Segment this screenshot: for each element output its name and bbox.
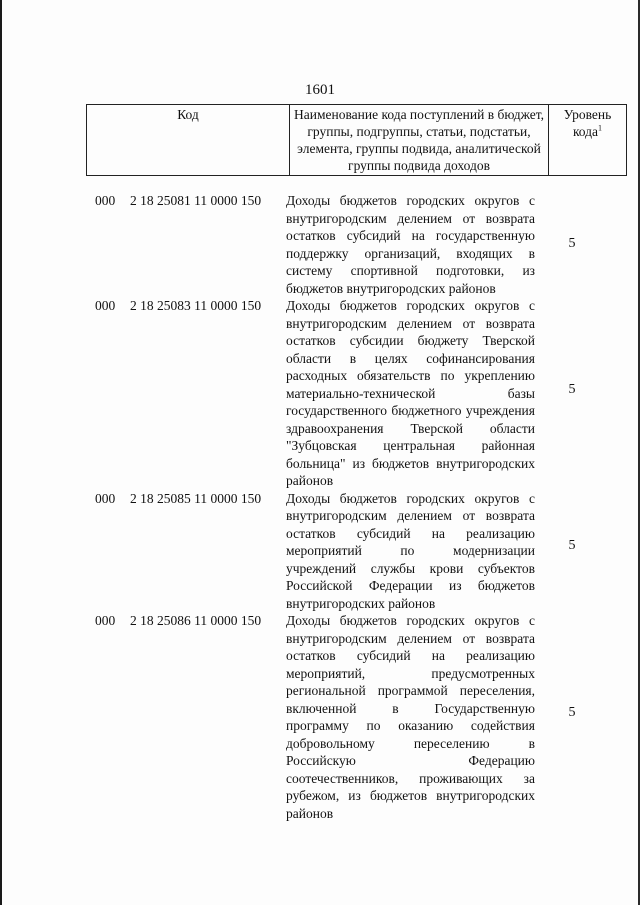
row-income-name: Доходы бюджетов городских округов с внутригородским делением от возврата остатков субсидий на реализацию мероприятий, предусмотренных региональной программой переселения, включенной в Государственную программу по оказанию содействия добровольному переселению в Российскую Федерацию соотечественников, проживающих за рубежом, из бюджетов внутригородских районов: [286, 613, 535, 821]
header-row: [87, 105, 627, 176]
header-level-word: кода: [572, 124, 599, 139]
header-table: [86, 104, 627, 176]
row-income-name: Доходы бюджетов городских округов с внутригородским делением от возврата остатков субсидий на реализацию мероприятий по модернизации учреждений службы крови субъектов Российской Федерации из бюджетов внутригородских районов: [286, 490, 535, 611]
row-level: 5: [568, 382, 576, 397]
row-admin-code: 000: [95, 613, 116, 628]
table-row: [2, 612, 640, 822]
row-income-code: 2 18 25085 11 0000 150: [130, 490, 262, 506]
table-row: [2, 192, 640, 297]
row-admin-code: 000: [95, 193, 116, 208]
header-name: Наименование кода поступлений в бюджет, группы, подгруппы, статьи, подстатьи, элемента, группы подвида, аналитической группы подвида доходов: [290, 105, 549, 176]
row-income-code: 2 18 25083 11 0000 150: [130, 298, 262, 313]
header-level-line2: [552, 123, 623, 140]
row-level: 5: [568, 236, 576, 251]
header-level-footnote: 1: [598, 123, 603, 133]
header-code: Код: [87, 105, 290, 176]
income-codes-list: [2, 192, 640, 822]
header-level: [549, 105, 627, 176]
row-level: 5: [568, 537, 576, 553]
table-row: [2, 490, 640, 613]
row-level: 5: [568, 705, 576, 720]
row-admin-code: 000: [95, 490, 116, 506]
page-number: 1601: [305, 82, 335, 98]
row-income-name: Доходы бюджетов городских округов с внутригородским делением от возврата остатков субсидии бюджету Тверской области в целях софинансирования расходных обязательств по укреплению материально-технической базы государственного бюджетного учреждения здравоохранения Тверской области "Зубцовская центральная районная больница" из бюджетов внутригородских районов: [286, 298, 535, 488]
header-level-line1: Уровень: [563, 107, 612, 122]
row-income-code: 2 18 25086 11 0000 150: [130, 613, 262, 628]
row-admin-code: 000: [95, 298, 116, 313]
row-income-name: Доходы бюджетов городских округов с внутригородским делением от возврата остатков субсидий на государственную поддержку организаций, входящих в систему спортивной подготовки, из бюджетов внутригородских районов: [286, 193, 535, 296]
row-income-code: 2 18 25081 11 0000 150: [130, 193, 262, 208]
table-row: [2, 297, 640, 490]
